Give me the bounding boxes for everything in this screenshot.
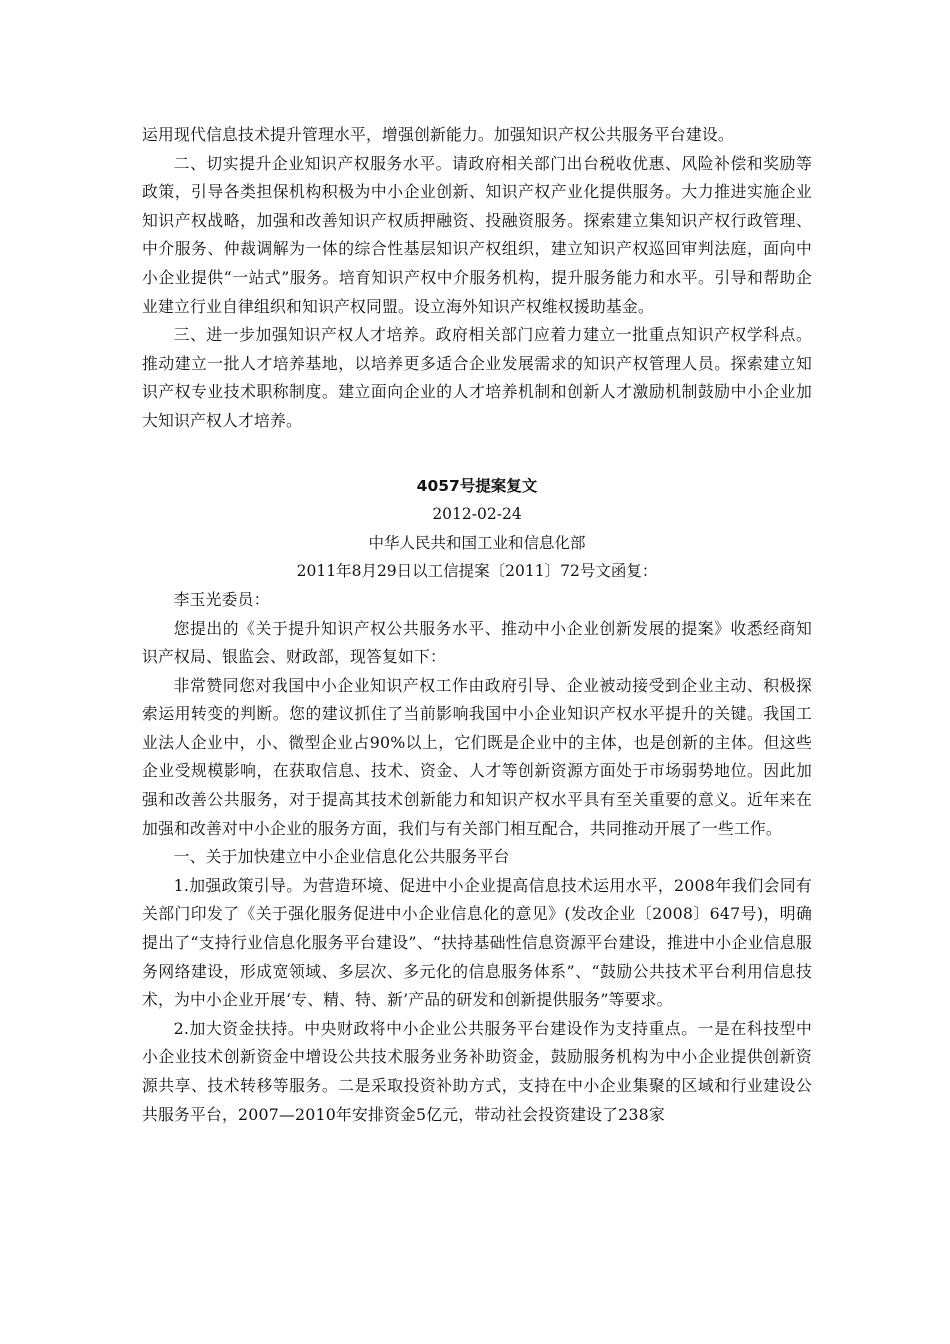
section-gap <box>142 436 812 472</box>
reply-paragraph-funding: 2.加大资金扶持。中央财政将中小企业公共服务平台建设作为支持重点。一是在科技型中小企业技术创新资金中增设公共技术服务业务补助资金，鼓励服务机构为中小企业提供创新资源共享、技术转移等服务。二是采取投资补助方式，支持在中小企业集聚的区域和行业建设公共服务平台，2007—2010年安排资金5亿元，带动社会投资建设了238家 <box>142 1018 812 1124</box>
paragraph-ip-talent: 三、进一步加强知识产权人才培养。政府相关部门应着力建立一批重点知识产权学科点。推动建立一批人才培养基地，以培养更多适合企业发展需求的知识产权管理人员。探索建立知识产权专业技术职称制度。建立面向企业的人才培养机制和创新人才激励机制鼓励中小企业加大知识产权人才培养。 <box>142 325 812 430</box>
paragraph-continuation: 运用现代信息技术提升管理水平，增强创新能力。加强知识产权公共服务平台建设。 <box>142 125 734 144</box>
paragraph-ip-service: 二、切实提升企业知识产权服务水平。请政府相关部门出台税收优惠、风险补偿和奖励等政策，引导各类担保机构积极为中小企业创新、知识产权产业化提供服务。大力推进实施企业知识产权战略，加强和改善知识产权质押融资、投融资服务。探索建立集知识产权行政管理、中介服务、仲裁调解为一体的综合性基层知识产权组织，建立知识产权巡回审判法庭，面向中小企业提供“一站式”服务。培育知识产权中介服务机构，提升服务能力和水平。引导和帮助企业建立行业自律组织和知识产权同盟。设立海外知识产权维权援助基金。 <box>142 153 812 316</box>
reply-paragraph-context: 非常赞同您对我国中小企业知识产权工作由政府引导、企业被动接受到企业主动、积极探索运用转变的判断。您的建议抓住了当前影响我国中小企业知识产权水平提升的关键。我国工业法人企业中，小、微型企业占90%以上，它们既是企业中的主体，也是创新的主体。但这些企业受规模影响，在获取信息、技术、资金、人才等创新资源方面处于市场弱势地位。因此加强和改善公共服务，对于提高其技术创新能力和知识产权水平具有至关重要的意义。近年来在加强和改善对中小企业的服务方面，我们与有关部门相互配合，共同推动开展了一些工作。 <box>142 675 812 838</box>
reply-paragraph-policy: 1.加强政策引导。为营造环境、促进中小企业提高信息技术运用水平，2008年我们会同有关部门印发了《关于强化服务促进中小企业信息化的意见》(发改企业〔2008〕647号)，明确提出了“支持行业信息化服务平台建设”、“扶持基础性信息资源平台建设，推进中小企业信息服务网络建设，形成宽领域、多层次、多元化的信息服务体系”、“鼓励公共技术平台利用信息技术，为中小企业开展‘专、精、特、新’产品的研发和创新提供服务”等要求。 <box>142 875 812 1010</box>
reply-ministry: 中华人民共和国工业和信息化部 <box>368 533 586 552</box>
reply-salutation: 李玉光委员： <box>173 589 270 609</box>
reply-date: 2012-02-24 <box>432 505 522 524</box>
reply-reference: 2011年8月29日以工信提案〔2011〕72号文函复： <box>296 562 658 581</box>
reply-heading-1: 一、关于加快建立中小企业信息化公共服务平台 <box>173 847 510 867</box>
reply-title: 4057号提案复文 <box>416 476 538 495</box>
document-body <box>142 121 812 1129</box>
reply-paragraph-intro: 您提出的《关于提升知识产权公共服务水平、推动中小企业创新发展的提案》收悉经商知识产权局、银监会、财政部，现答复如下： <box>142 618 812 667</box>
